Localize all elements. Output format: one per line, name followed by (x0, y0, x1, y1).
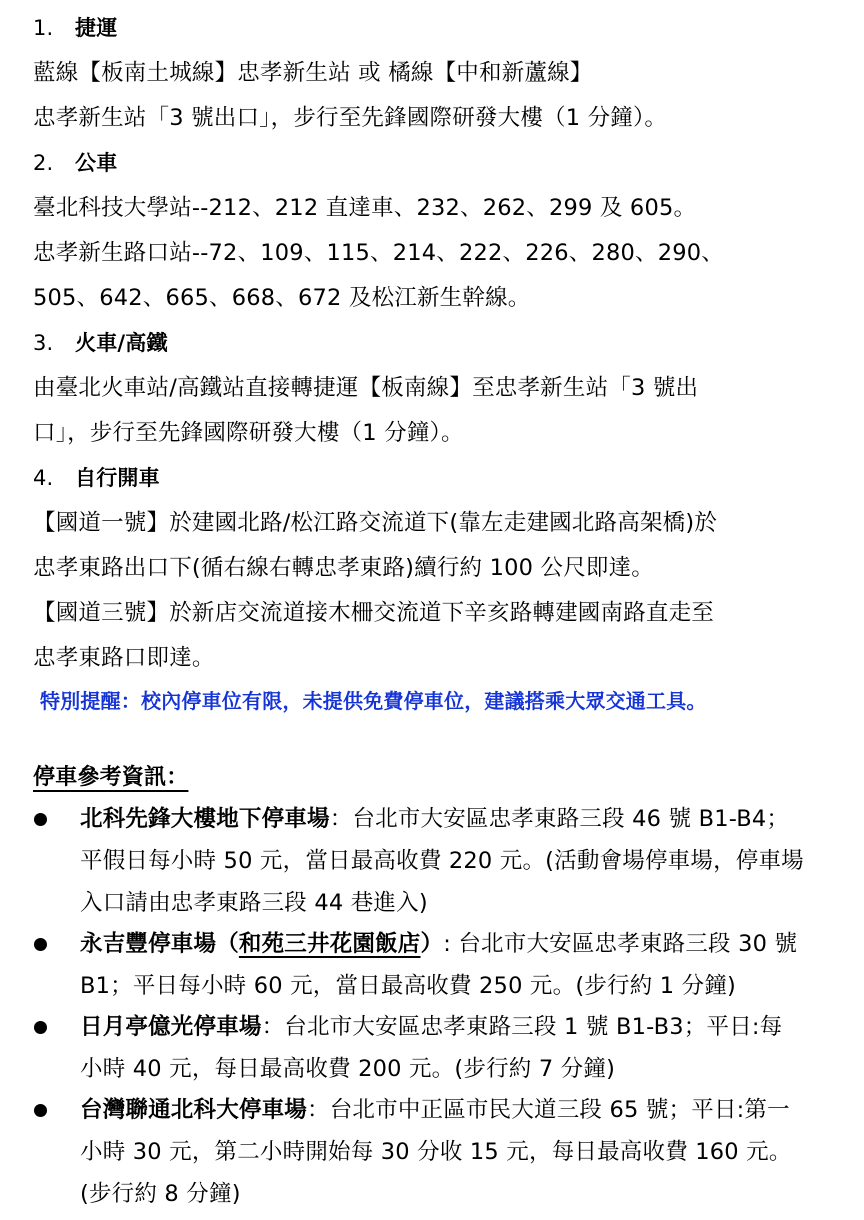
parking-name: 日月亭億光停車場 (80, 1014, 262, 1040)
parking-name: 北科先鋒大樓地下停車場 (80, 806, 330, 832)
section-text: 忠孝新生路口站--72、109、115、214、222、226、280、290、 (33, 240, 724, 266)
parking-title: 停車參考資訊： (33, 765, 189, 790)
section-heading-3 (33, 328, 168, 358)
section-text: 忠孝東路口即達。 (33, 645, 215, 671)
section-number: 3. (33, 331, 54, 355)
special-notice: 特別提醒：校內停車位有限，未提供免費停車位，建議搭乘大眾交通工具。 (40, 689, 707, 713)
parking-address: ：台北市大安區忠孝東路三段 46 號 B1-B4； (329, 806, 790, 832)
section-number: 2. (33, 151, 54, 175)
section-title: 自行開車 (75, 466, 160, 490)
section-text: 505、642、665、668、672 及松江新生幹線。 (33, 285, 531, 311)
section-text: 口」，步行至先鋒國際研發大樓（1 分鐘）。 (33, 420, 464, 446)
bullet-icon (34, 813, 47, 826)
bullet-icon (34, 1021, 47, 1034)
parking-name-close: ） (420, 931, 444, 957)
parking-item-3-line-2: 小時 40 元，每日最高收費 200 元。(步行約 7 分鐘) (80, 1056, 616, 1082)
section-title: 火車/高鐵 (75, 331, 168, 355)
hotel-link[interactable]: 和苑三井花園飯店 (238, 931, 421, 957)
parking-address: ：台北市大安區忠孝東路三段 1 號 B1-B3；平日:每 (261, 1014, 783, 1040)
section-title: 捷運 (75, 16, 118, 40)
section-text: 由臺北火車站/高鐵站直接轉捷運【板南線】至忠孝新生站「3 號出 (33, 375, 699, 401)
section-heading-4 (33, 463, 160, 493)
bullet-icon (34, 1104, 47, 1117)
parking-address: : 台北市大安區忠孝東路三段 30 號 (443, 931, 798, 957)
section-heading-2 (33, 148, 117, 178)
parking-item-2-line-2: B1；平日每小時 60 元，當日最高收費 250 元。(步行約 1 分鐘) (80, 973, 737, 999)
section-text: 忠孝東路出口下(循右線右轉忠孝東路)續行約 100 公尺即達。 (33, 555, 655, 581)
parking-item-4-line-1 (80, 1095, 790, 1125)
parking-name: 永吉豐停車場（ (80, 931, 239, 957)
section-number: 4. (33, 466, 54, 490)
parking-item-1-line-3: 入口請由忠孝東路三段 44 巷進入) (80, 890, 428, 916)
section-heading-1 (33, 13, 117, 43)
section-text: 藍線【板南土城線】忠孝新生站 或 橘線【中和新蘆線】 (33, 60, 593, 86)
parking-item-4-line-2: 小時 30 元，第二小時開始每 30 分收 15 元，每日最高收費 160 元。 (80, 1139, 792, 1165)
section-text: 【國道一號】於建國北路/松江路交流道下(靠左走建國北路高架橋)於 (33, 510, 718, 536)
parking-item-1-line-2: 平假日每小時 50 元，當日最高收費 220 元。(活動會場停車場，停車場 (80, 848, 804, 874)
parking-name: 台灣聯通北科大停車場 (80, 1097, 308, 1123)
section-number: 1. (33, 16, 54, 40)
parking-item-4-line-3: (步行約 8 分鐘) (80, 1181, 241, 1207)
section-text: 臺北科技大學站--212、212 直達車、232、262、299 及 605。 (33, 195, 697, 221)
parking-item-2-line-1 (80, 929, 797, 959)
bullet-icon (34, 938, 47, 951)
section-title: 公車 (75, 151, 118, 175)
section-text: 忠孝新生站「3 號出口」，步行至先鋒國際研發大樓（1 分鐘）。 (33, 105, 668, 131)
section-text: 【國道三號】於新店交流道接木柵交流道下辛亥路轉建國南路直走至 (33, 600, 715, 626)
parking-item-1-line-1 (80, 804, 789, 834)
parking-item-3-line-1 (80, 1012, 782, 1042)
parking-address: ：台北市中正區市民大道三段 65 號；平日:第一 (307, 1097, 790, 1123)
